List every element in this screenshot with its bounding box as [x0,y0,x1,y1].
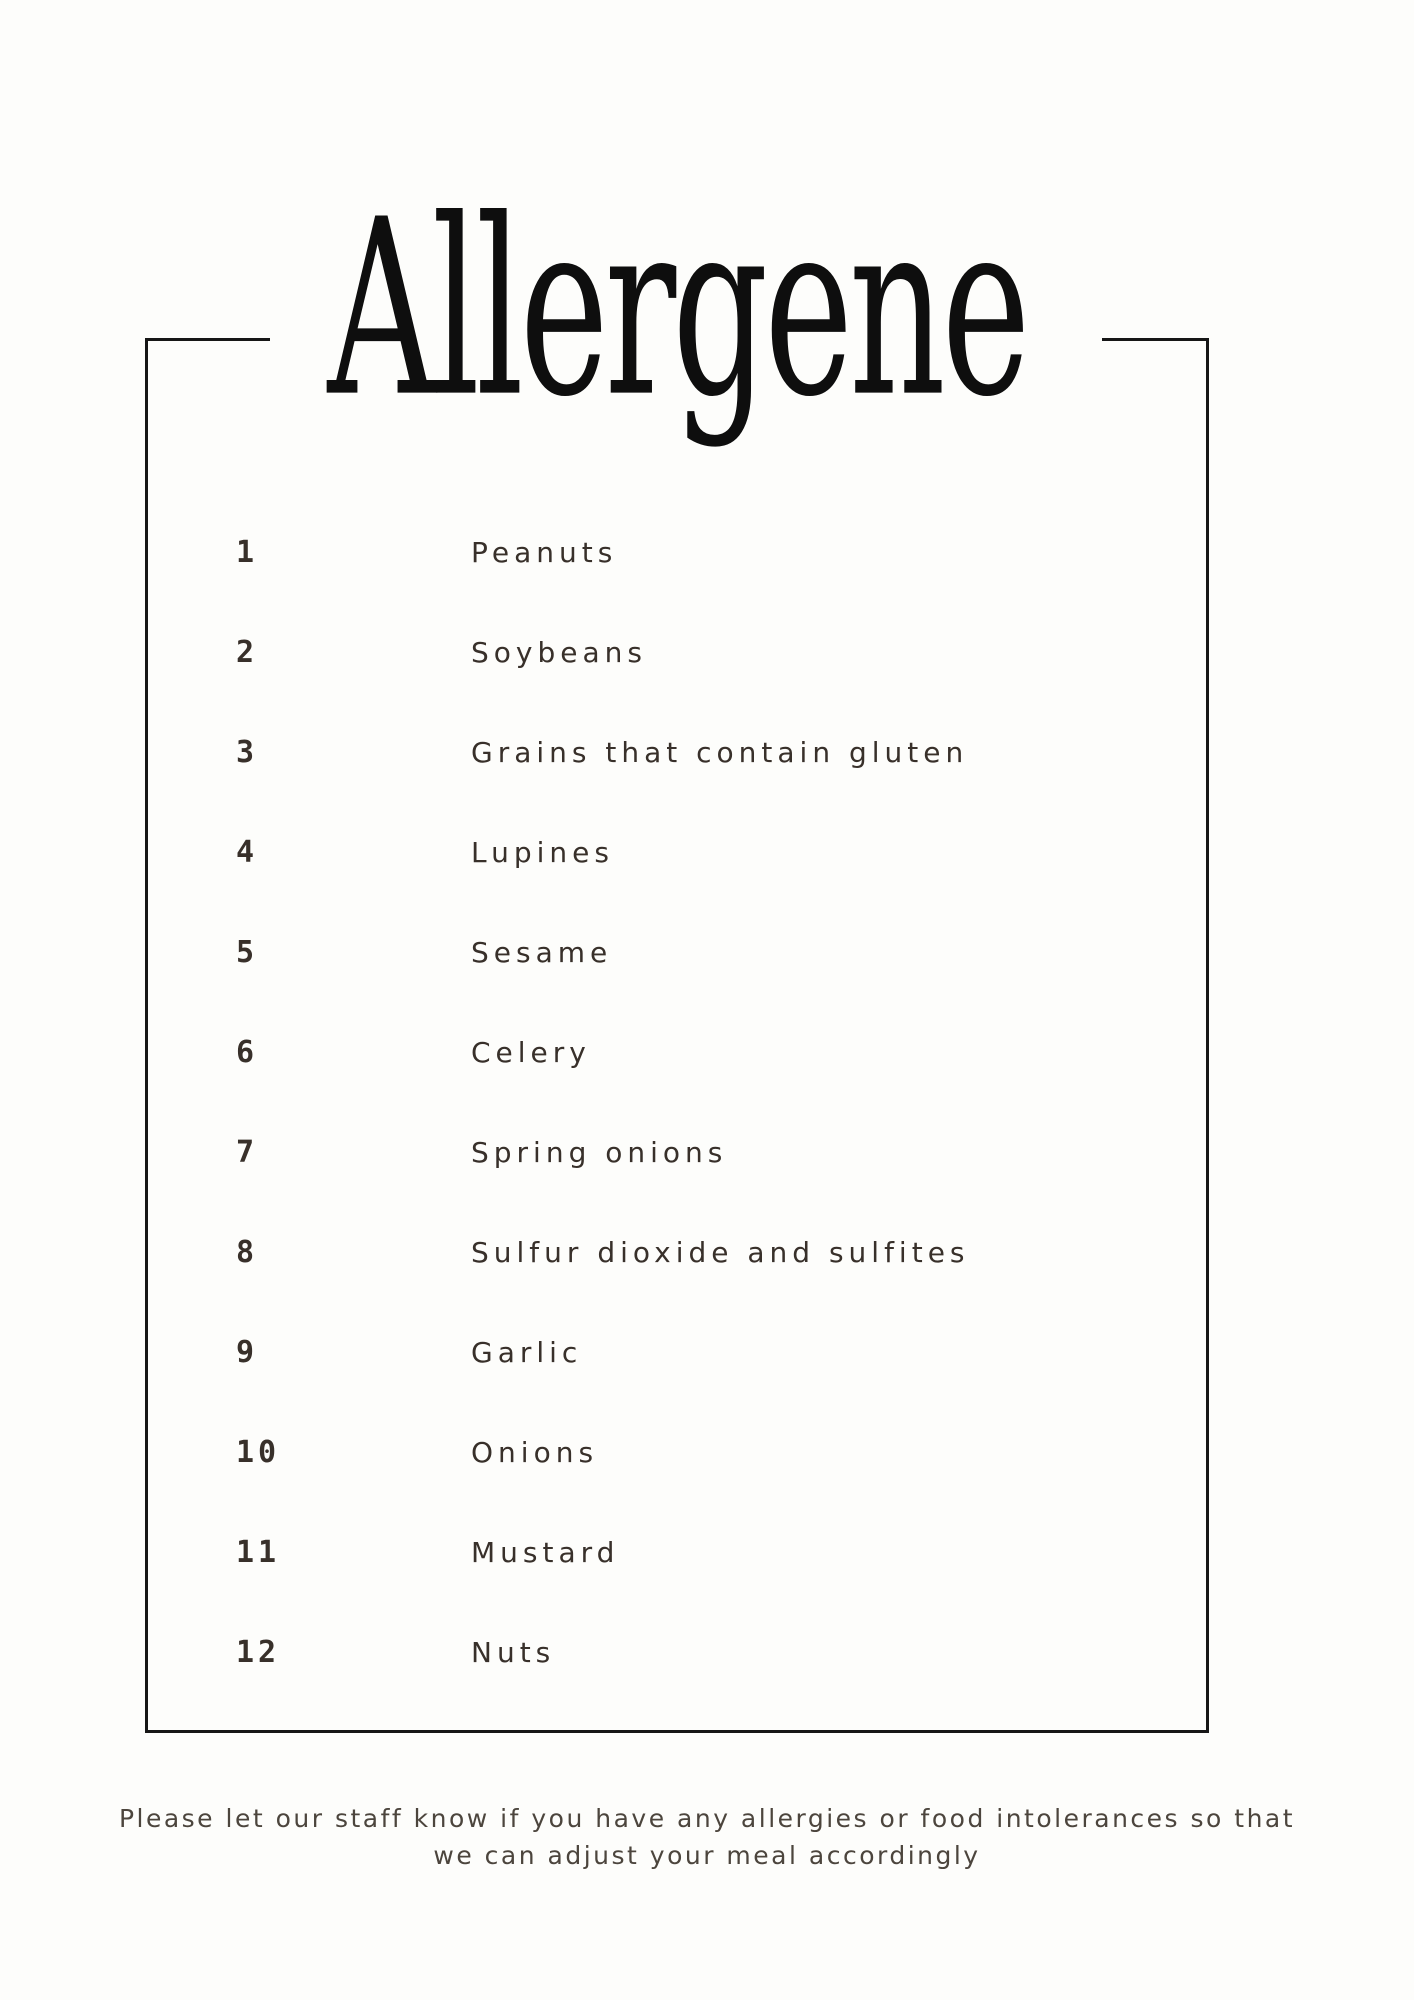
allergen-number: 1 [236,534,259,570]
allergen-number: 7 [236,1134,259,1170]
allergen-number: 4 [236,834,259,870]
list-item [0,732,1414,772]
allergen-label: Soybeans [471,635,647,669]
allergen-number: 11 [236,1534,281,1570]
allergen-number: 6 [236,1034,259,1070]
allergen-label: Sesame [471,935,613,969]
list-item [0,632,1414,672]
allergen-number: 12 [236,1634,281,1670]
allergen-label: Peanuts [471,535,618,569]
allergen-label: Onions [471,1435,599,1469]
allergen-label: Spring onions [471,1135,728,1169]
list-item [0,1432,1414,1472]
allergen-label: Lupines [471,835,614,869]
allergen-label: Sulfur dioxide and sulfites [471,1235,970,1269]
allergen-number: 8 [236,1234,259,1270]
frame-top-left-segment [148,338,270,341]
list-item [0,1032,1414,1072]
list-item [0,1532,1414,1572]
allergen-number: 5 [236,934,259,970]
allergen-number: 10 [236,1434,281,1470]
allergen-label: Mustard [471,1535,620,1569]
allergen-number: 2 [236,634,259,670]
page-title: Allergene [327,169,1027,451]
list-item [0,1632,1414,1672]
list-item [0,832,1414,872]
allergen-list [0,532,1414,1732]
allergen-number: 9 [236,1334,259,1370]
allergen-label: Nuts [471,1635,556,1669]
frame-top-right-segment [1102,338,1206,341]
list-item [0,1232,1414,1272]
list-item [0,1132,1414,1172]
allergen-label: Garlic [471,1335,583,1369]
footer-note-line1: Please let our staff know if you have any allergies or food intolerances so that [118,1804,1296,1833]
footer-note-line2: we can adjust your meal accordingly [433,1841,981,1870]
list-item [0,932,1414,972]
list-item [0,532,1414,572]
footer-note [0,1800,1414,1874]
allergen-label: Grains that contain gluten [471,735,969,769]
allergen-label: Celery [471,1035,591,1069]
list-item [0,1332,1414,1372]
allergen-number: 3 [236,734,259,770]
